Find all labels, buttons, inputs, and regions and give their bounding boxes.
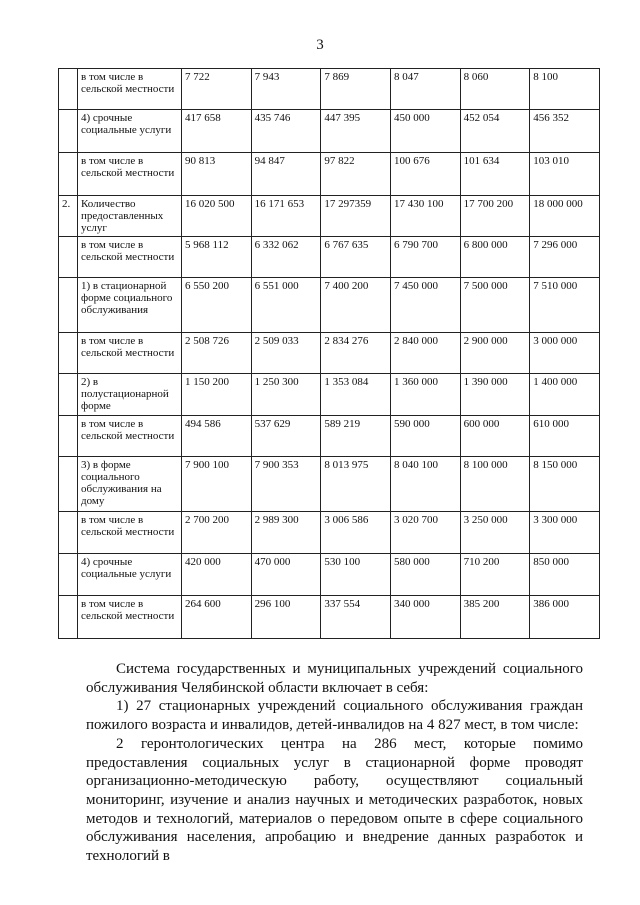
table-row — [59, 153, 600, 196]
value-cell: 450 000 — [390, 110, 460, 153]
value-cell: 6 332 062 — [251, 237, 321, 278]
value-cell: 2 900 000 — [460, 333, 530, 374]
value-cell: 100 676 — [390, 153, 460, 196]
value-cell: 8 150 000 — [530, 457, 600, 512]
row-number-cell — [59, 278, 78, 333]
value-cell: 3 020 700 — [390, 512, 460, 554]
value-cell: 7 400 200 — [321, 278, 391, 333]
value-cell: 6 550 200 — [182, 278, 252, 333]
paragraph-system: Система государственных и муниципальных учреждений социального обслуживания Челябинской области включает в себя: — [86, 661, 583, 696]
value-cell: 7 296 000 — [530, 237, 600, 278]
row-label-cell: 2) в полустационарной форме — [78, 374, 182, 416]
value-cell: 337 554 — [321, 596, 391, 639]
table-row — [59, 196, 600, 237]
value-cell: 385 200 — [460, 596, 530, 639]
value-cell: 3 006 586 — [321, 512, 391, 554]
value-cell: 16 020 500 — [182, 196, 252, 237]
row-label-cell: 4) срочные социальные услуги — [78, 110, 182, 153]
row-label-cell: Количество предоставленных услуг — [78, 196, 182, 237]
value-cell: 3 250 000 — [460, 512, 530, 554]
value-cell: 610 000 — [530, 416, 600, 457]
value-cell: 386 000 — [530, 596, 600, 639]
table-row — [59, 457, 600, 512]
value-cell: 8 100 — [530, 69, 600, 110]
value-cell: 7 900 353 — [251, 457, 321, 512]
value-cell: 7 943 — [251, 69, 321, 110]
value-cell: 340 000 — [390, 596, 460, 639]
table-row — [59, 554, 600, 596]
value-cell: 2 834 276 — [321, 333, 391, 374]
value-cell: 17 430 100 — [390, 196, 460, 237]
value-cell: 1 150 200 — [182, 374, 252, 416]
value-cell: 3 000 000 — [530, 333, 600, 374]
value-cell: 537 629 — [251, 416, 321, 457]
table-row — [59, 110, 600, 153]
value-cell: 1 400 000 — [530, 374, 600, 416]
value-cell: 417 658 — [182, 110, 252, 153]
row-number-cell: 2. — [59, 196, 78, 237]
value-cell: 296 100 — [251, 596, 321, 639]
value-cell: 2 700 200 — [182, 512, 252, 554]
services-table — [58, 68, 600, 639]
value-cell: 850 000 — [530, 554, 600, 596]
row-number-cell — [59, 110, 78, 153]
row-label-cell: в том числе в сельской местности — [78, 333, 182, 374]
value-cell: 6 800 000 — [460, 237, 530, 278]
value-cell: 103 010 — [530, 153, 600, 196]
table-row — [59, 416, 600, 457]
value-cell: 470 000 — [251, 554, 321, 596]
row-label-cell: 1) в стационарной форме социального обслуживания — [78, 278, 182, 333]
row-number-cell — [59, 416, 78, 457]
value-cell: 494 586 — [182, 416, 252, 457]
value-cell: 447 395 — [321, 110, 391, 153]
value-cell: 6 790 700 — [390, 237, 460, 278]
value-cell: 530 100 — [321, 554, 391, 596]
value-cell: 600 000 — [460, 416, 530, 457]
row-number-cell — [59, 554, 78, 596]
value-cell: 264 600 — [182, 596, 252, 639]
table-row — [59, 374, 600, 416]
value-cell: 8 040 100 — [390, 457, 460, 512]
value-cell: 710 200 — [460, 554, 530, 596]
value-cell: 6 767 635 — [321, 237, 391, 278]
row-label-cell: в том числе в сельской местности — [78, 153, 182, 196]
value-cell: 420 000 — [182, 554, 252, 596]
row-label-cell: в том числе в сельской местности — [78, 596, 182, 639]
row-number-cell — [59, 69, 78, 110]
value-cell: 8 100 000 — [460, 457, 530, 512]
value-cell: 101 634 — [460, 153, 530, 196]
table-row — [59, 278, 600, 333]
value-cell: 8 013 975 — [321, 457, 391, 512]
value-cell: 7 900 100 — [182, 457, 252, 512]
value-cell: 18 000 000 — [530, 196, 600, 237]
value-cell: 17 297359 — [321, 196, 391, 237]
row-label-cell: 4) срочные социальные услуги — [78, 554, 182, 596]
table-row — [59, 512, 600, 554]
row-label-cell: в том числе в сельской местности — [78, 512, 182, 554]
value-cell: 6 551 000 — [251, 278, 321, 333]
value-cell: 456 352 — [530, 110, 600, 153]
value-cell: 3 300 000 — [530, 512, 600, 554]
value-cell: 7 510 000 — [530, 278, 600, 333]
value-cell: 94 847 — [251, 153, 321, 196]
value-cell: 590 000 — [390, 416, 460, 457]
row-label-cell: в том числе в сельской местности — [78, 237, 182, 278]
value-cell: 452 054 — [460, 110, 530, 153]
value-cell: 7 450 000 — [390, 278, 460, 333]
table-row — [59, 237, 600, 278]
value-cell: 2 840 000 — [390, 333, 460, 374]
paragraph-stationary: 1) 27 стационарных учреждений социального обслуживания граждан пожилого возраста и инвалидов, детей-инвалидов на 4 827 мест, в том числе: — [86, 698, 583, 734]
row-number-cell — [59, 333, 78, 374]
value-cell: 1 250 300 — [251, 374, 321, 416]
value-cell: 5 968 112 — [182, 237, 252, 278]
value-cell: 90 813 — [182, 153, 252, 196]
row-number-cell — [59, 512, 78, 554]
value-cell: 8 060 — [460, 69, 530, 110]
body-text — [86, 660, 583, 866]
paragraph-gerontology: 2 геронтологических центра на 286 мест, которые помимо предоставления социальных услуг в стационарной форме проводят организационно-методическую работу, осуществляют социальный мониторинг, изучение и анализ научных и методических разработок, новых методов и технологий, материалов о передовом опыте в сфере социального обслуживания населения, апробацию и внедрение данных разработок и технологий в — [86, 735, 583, 865]
row-number-cell — [59, 457, 78, 512]
value-cell: 8 047 — [390, 69, 460, 110]
table-row — [59, 596, 600, 639]
value-cell: 2 508 726 — [182, 333, 252, 374]
value-cell: 7 722 — [182, 69, 252, 110]
value-cell: 7 500 000 — [460, 278, 530, 333]
row-label-cell: в том числе в сельской местности — [78, 69, 182, 110]
value-cell: 580 000 — [390, 554, 460, 596]
table-row — [59, 333, 600, 374]
value-cell: 1 390 000 — [460, 374, 530, 416]
value-cell: 1 353 084 — [321, 374, 391, 416]
row-number-cell — [59, 596, 78, 639]
row-label-cell: 3) в форме социального обслуживания на дому — [78, 457, 182, 512]
page-number: 3 — [316, 37, 324, 53]
value-cell: 16 171 653 — [251, 196, 321, 237]
row-number-cell — [59, 237, 78, 278]
value-cell: 2 509 033 — [251, 333, 321, 374]
value-cell: 589 219 — [321, 416, 391, 457]
value-cell: 17 700 200 — [460, 196, 530, 237]
table-row — [59, 69, 600, 110]
value-cell: 435 746 — [251, 110, 321, 153]
value-cell: 2 989 300 — [251, 512, 321, 554]
value-cell: 7 869 — [321, 69, 391, 110]
row-number-cell — [59, 374, 78, 416]
value-cell: 1 360 000 — [390, 374, 460, 416]
row-number-cell — [59, 153, 78, 196]
row-label-cell: в том числе в сельской местности — [78, 416, 182, 457]
value-cell: 97 822 — [321, 153, 391, 196]
